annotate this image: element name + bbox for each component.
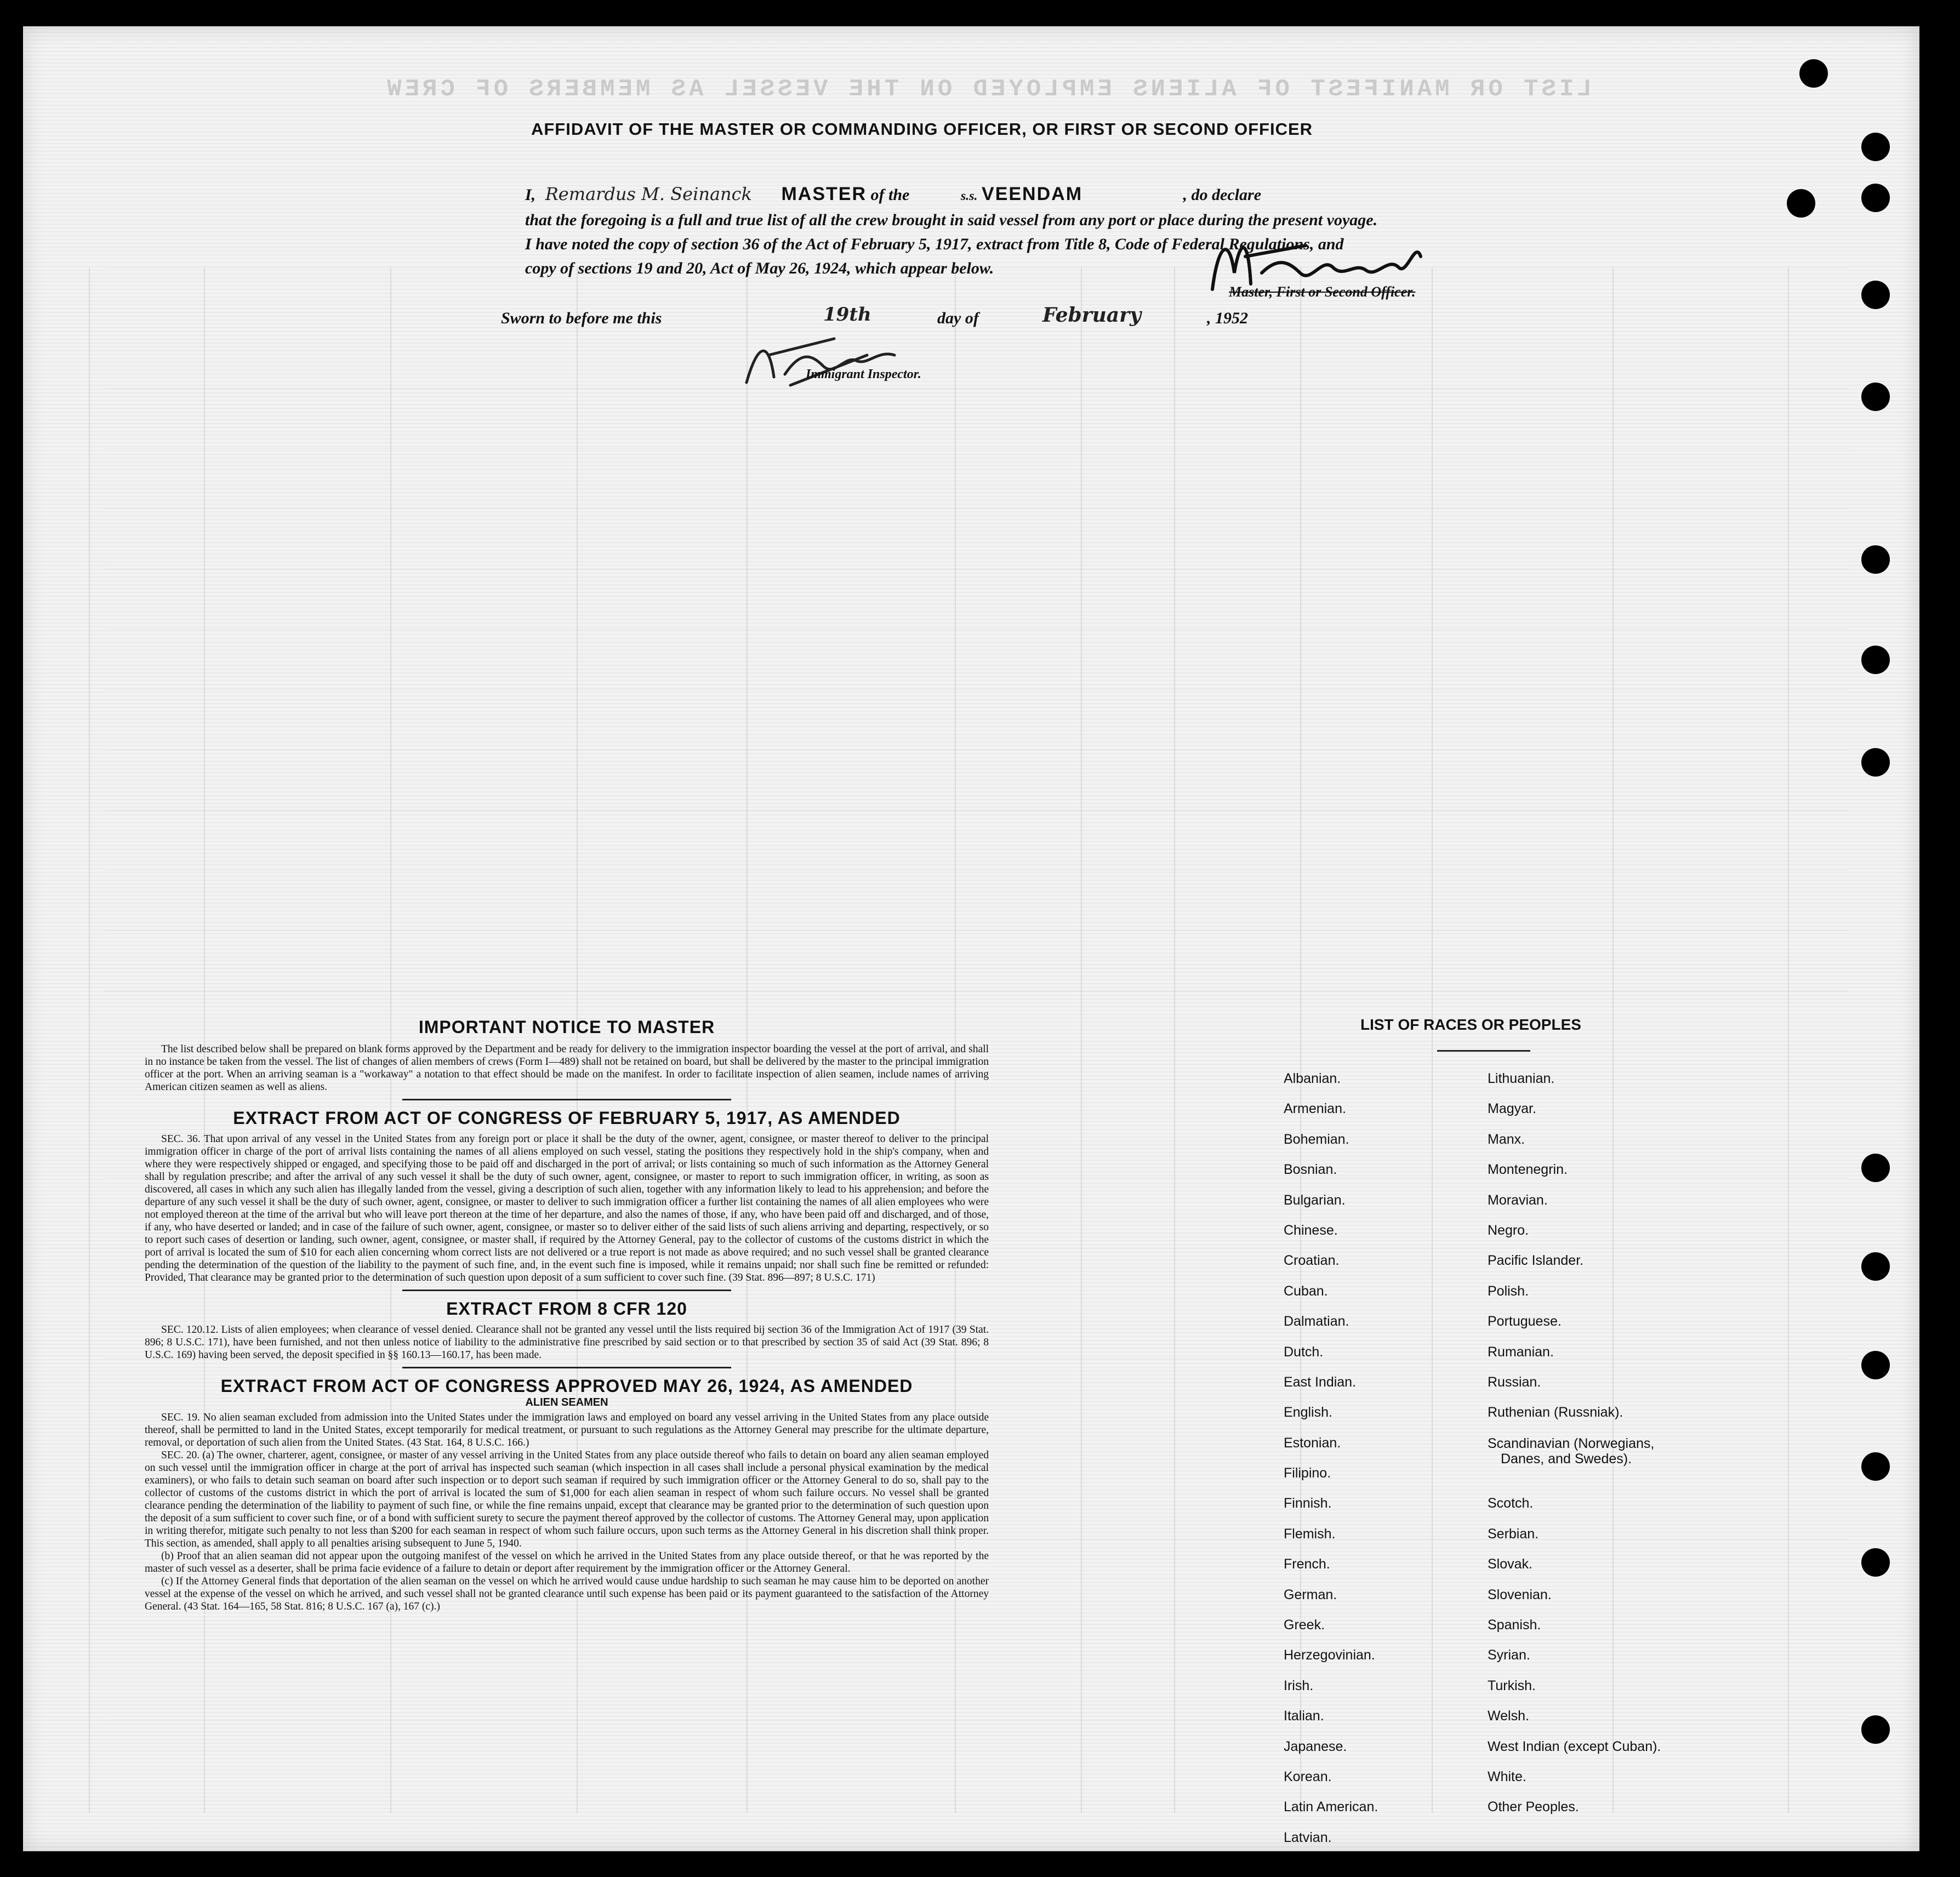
race-item: Lithuanian. bbox=[1488, 1071, 1555, 1086]
race-item: Cuban. bbox=[1284, 1283, 1328, 1299]
race-item: Greek. bbox=[1284, 1617, 1325, 1633]
race-item: Irish. bbox=[1284, 1678, 1314, 1693]
sec20b-text: (b) Proof that an alien seaman did not appear upon the outgoing manifest of the vessel on which he arrived in the United States from any place outside thereof, or that he was reported by the master of such vessel as a deserter, shall be prima facie evidence of a failure to detain or deport after requirement by the immigration officer or the Attorney General. bbox=[145, 1550, 989, 1574]
punch-hole bbox=[1861, 1715, 1890, 1744]
race-item: Latvian. bbox=[1284, 1829, 1332, 1845]
race-item: Welsh. bbox=[1488, 1708, 1529, 1724]
race-item: Dutch. bbox=[1284, 1344, 1324, 1360]
race-item-scandinavian bbox=[1488, 1428, 1661, 1489]
race-item: Polish. bbox=[1488, 1283, 1529, 1299]
race-item: Syrian. bbox=[1488, 1647, 1530, 1663]
column-line bbox=[1081, 267, 1082, 1813]
races-column-1 bbox=[1284, 1064, 1378, 1853]
sec19-text: SEC. 19. No alien seaman excluded from admission into the United States under the immigration laws and employed on board any vessel arriving in the United States from any place outside thereof, shall be permitted to land in the United States, except temporarily for medical treatment, or pursuant to such regulations as the Attorney General may prescribe for the ultimate departure, removal, or deportation of such alien from the United States. (43 Stat. 164, 8 U.S.C. 166.) bbox=[145, 1412, 989, 1448]
column-line bbox=[1432, 267, 1433, 1813]
master-caption: Master, First or Second Officer. bbox=[1229, 284, 1416, 300]
race-item: Italian. bbox=[1284, 1708, 1324, 1724]
affidavit-title: AFFIDAVIT OF THE MASTER OR COMMANDING OFFICER, OR FIRST OR SECOND OFFICER bbox=[531, 119, 1313, 139]
day-of-label: day of bbox=[937, 309, 979, 327]
race-item-line: Scandinavian (Norwegians, bbox=[1488, 1435, 1655, 1451]
race-item: Croatian. bbox=[1284, 1253, 1340, 1269]
punch-hole bbox=[1861, 383, 1890, 411]
race-item: Serbian. bbox=[1488, 1526, 1539, 1542]
column-line bbox=[89, 267, 90, 1813]
race-item: Montenegrin. bbox=[1488, 1162, 1568, 1178]
race-item: Spanish. bbox=[1488, 1617, 1541, 1633]
sec20a-text: SEC. 20. (a) The owner, charterer, agent, consignee, or master of any vessel arriving in the United States from any place outside thereof who fails to detain on board any alien seaman employed on such vessel until the immigration officer in charge at the port of arrival has inspected such seaman (which inspection in all cases shall include a personal physical examination by the medical examiners), or who fails to detain such seaman on board after such inspection or to deport such seaman if required by such immigration officer or the Attorney General to do so, shall pay to the collector of customs of the customs district in which the port of arrival is located the sum of $1,000 for each alien seaman in respect of whom such failure occurs. No vessel shall be granted clearance pending the determination of the liability to payment of such fine, or while the fine remains unpaid, except that clearance may be granted prior to the determination of such question upon the deposit of a sum sufficient to cover such fine, or of a bond with sufficient surety to secure the payment thereof approved by the collector of customs. The Attorney General may, upon application in writing therefor, mitigate such penalty to not less than $200 for each seaman in respect of whom such failure occurs, upon such terms as the Attorney General in his discretion shall think proper. This section, as amended, shall apply to all penalties arising subsequent to June 5, 1940. bbox=[145, 1450, 989, 1549]
races-column-2 bbox=[1488, 1064, 1661, 1823]
notice-text: The list described below shall be prepared on blank forms approved by the Department and be ready for delivery to the immigration inspector boarding the vessel at the port of arrival, and shall in no instance be taken from the vessel. The list of changes of alien members of crews (Form I—489) shall not be retained on board, but shall be delivered by the master to the principal immigration officer at the port. When an arriving seaman is a "workaway" a notation to that effect should be made on the manifest. In order to facilitate inspection of alien seamen, include names of arriving American citizen seamen as well as aliens. bbox=[145, 1043, 989, 1093]
race-item: Latin American. bbox=[1284, 1799, 1378, 1815]
inspector-signature bbox=[736, 322, 933, 393]
race-item-subline: Danes, and Swedes). bbox=[1501, 1451, 1632, 1467]
inspector-caption: Immigrant Inspector. bbox=[806, 367, 921, 381]
column-line bbox=[1788, 267, 1789, 1813]
row-line bbox=[105, 870, 1848, 871]
notice-title: IMPORTANT NOTICE TO MASTER bbox=[418, 1017, 715, 1037]
extract-1917-text: SEC. 36. That upon arrival of any vessel in the United States from any foreign port or place it shall be the duty of the owner, agent, consignee, or master thereof to deliver to the principal immigration officer in charge of the port of arrival lists containing the names of all aliens employed on such vessel, stating the positions they respectively hold in the ship's company, when and where they were respectively shipped or engaged, and specifying those to be paid off and discharged in the port of arrival; or lists containing so much of such information as the Attorney General shall by regulation prescribe; and after the arrival of any such vessel it shall be the duty of such owner, agent, consignee, or master to report to such immigration officer, in writing, as soon as discovered, all cases in which any such alien has illegally landed from the vessel, giving a description of such alien, together with any information likely to lead to his apprehension; and before the departure of any such vessel it shall be the duty of such owner, agent, consignee, or master to deliver to such immigration officer a further list containing the names of all alien employees who were not employed thereon at the time of the arrival but who will leave port thereon at the time of her departure, and also the names of those, if any, who have been paid off and discharged, and of those, if any, who have deserted or landed; and in case of the failure of such owner, agent, consignee, or master so to deliver either of the said lists of such aliens arriving and departing, respectively, or so to report such cases of desertion or landing, such owner, agent, consignee, or master shall, if required by the Attorney General, pay to the collector of customs of the customs district in which the port of arrival is located the sum of $10 for each alien concerning whom correct lists are not delivered or a true report is not made as above required; and no such vessel shall be granted clearance pending the determination of the question of the liability to the payment of such fine, and, in the event such fine is imposed, while it remains unpaid; nor shall such fine be remitted or refunded: Provided, That clearance may be granted prior to the determination of such question upon deposit of a sum sufficient to cover such fine. (39 Stat. 896—897; 8 U.S.C. 171) bbox=[145, 1133, 989, 1283]
i-label: I, bbox=[525, 186, 536, 204]
ghost-header: LIST OR MANIFEST OF ALIENS EMPLOYED ON THE VESSEL AS MEMBERS OF CREW bbox=[384, 76, 1592, 103]
sec20c-text: (c) If the Attorney General finds that deportation of the alien seaman on the vessel on which he arrived would cause undue hardship to such seaman he may cause him to be deported on another vessel at the expense of the vessel on which he arrived, and such vessel shall not be granted clearance until such expense has been paid or its payment guaranteed to the satisfaction of the Attorney General. (43 Stat. 164—165, 58 Stat. 816; 8 U.S.C. 167 (a), 167 (c).) bbox=[145, 1576, 989, 1612]
race-item: German. bbox=[1284, 1587, 1337, 1602]
of-the-label: of the bbox=[870, 186, 910, 204]
race-item: Rumanian. bbox=[1488, 1344, 1554, 1360]
race-item: Bohemian. bbox=[1284, 1131, 1349, 1147]
row-line bbox=[105, 629, 1848, 630]
month-value: February bbox=[1042, 304, 1142, 327]
race-item: Albanian. bbox=[1284, 1071, 1341, 1086]
punch-hole bbox=[1861, 545, 1890, 574]
race-item: Filipino. bbox=[1284, 1465, 1331, 1481]
punch-hole bbox=[1799, 59, 1828, 88]
race-item: English. bbox=[1284, 1405, 1332, 1420]
punch-hole bbox=[1861, 748, 1890, 777]
punch-hole bbox=[1787, 189, 1815, 218]
master-typed: MASTER bbox=[781, 184, 867, 204]
manifest-sheet bbox=[23, 26, 1919, 1851]
race-item: Slovenian. bbox=[1488, 1587, 1552, 1602]
extract-cfr-title: EXTRACT FROM 8 CFR 120 bbox=[446, 1299, 687, 1319]
race-item: Bulgarian. bbox=[1284, 1192, 1346, 1208]
races-title: LIST OF RACES OR PEOPLES bbox=[1360, 1016, 1581, 1033]
race-item: Japanese. bbox=[1284, 1738, 1347, 1754]
affidavit-line-3: I have noted the copy of section 36 of the Act of February 5, 1917, extract from Title 8, Code of Federal Regulations, and bbox=[525, 235, 1344, 253]
punch-hole bbox=[1861, 1452, 1890, 1481]
divider bbox=[402, 1099, 731, 1100]
divider bbox=[402, 1367, 731, 1368]
ss-label: s.s. bbox=[960, 189, 978, 203]
extract-1924-title: EXTRACT FROM ACT OF CONGRESS APPROVED MAY 26, 1924, AS AMENDED bbox=[220, 1376, 913, 1396]
race-item: Other Peoples. bbox=[1488, 1799, 1579, 1815]
race-item: Negro. bbox=[1488, 1222, 1529, 1238]
race-item: Bosnian. bbox=[1284, 1162, 1337, 1178]
race-item: Slovak. bbox=[1488, 1556, 1532, 1572]
year-value: , 1952 bbox=[1207, 309, 1248, 327]
row-line bbox=[105, 689, 1848, 690]
declare-label: , do declare bbox=[1183, 186, 1262, 204]
column-line bbox=[1174, 267, 1175, 1813]
punch-hole bbox=[1861, 1252, 1890, 1281]
extract-1924-subtitle: ALIEN SEAMEN bbox=[525, 1396, 608, 1408]
notice-section bbox=[145, 1017, 989, 1613]
vessel-name: VEENDAM bbox=[982, 184, 1083, 204]
race-item: Moravian. bbox=[1488, 1192, 1548, 1208]
race-item: Pacific Islander. bbox=[1488, 1253, 1584, 1269]
punch-hole bbox=[1861, 133, 1890, 161]
race-item: Portuguese. bbox=[1488, 1314, 1562, 1330]
race-item: Armenian. bbox=[1284, 1101, 1346, 1117]
sworn-label: Sworn to before me this bbox=[501, 309, 662, 327]
races-divider bbox=[1437, 1050, 1530, 1052]
row-line bbox=[105, 448, 1848, 449]
race-item: West Indian (except Cuban). bbox=[1488, 1738, 1661, 1754]
affidavit-line-1 bbox=[525, 182, 1501, 208]
punch-hole bbox=[1861, 281, 1890, 309]
race-item: Dalmatian. bbox=[1284, 1314, 1349, 1330]
divider bbox=[402, 1290, 731, 1291]
affidavit-line-4: copy of sections 19 and 20, Act of May 26, 1924, which appear below. bbox=[525, 259, 994, 277]
race-item: East Indian. bbox=[1284, 1374, 1357, 1390]
race-item: Korean. bbox=[1284, 1768, 1332, 1784]
extract-1917-title: EXTRACT FROM ACT OF CONGRESS OF FEBRUARY 5, 1917, AS AMENDED bbox=[233, 1108, 901, 1128]
punch-hole bbox=[1861, 1351, 1890, 1379]
race-item: French. bbox=[1284, 1556, 1330, 1572]
master-name-handwritten: Remardus M. Seinanck bbox=[545, 184, 752, 204]
race-item: Finnish. bbox=[1284, 1496, 1332, 1511]
race-item: Manx. bbox=[1488, 1131, 1525, 1147]
punch-hole bbox=[1861, 646, 1890, 674]
punch-hole bbox=[1861, 1154, 1890, 1182]
punch-hole bbox=[1861, 1548, 1890, 1577]
punch-hole bbox=[1861, 184, 1890, 212]
race-item: Chinese. bbox=[1284, 1222, 1338, 1238]
affidavit-line-2: that the foregoing is a full and true list of all the crew brought in said vessel from any port or place during the present voyage. bbox=[525, 211, 1378, 229]
race-item: Turkish. bbox=[1488, 1678, 1536, 1693]
race-item: Estonian. bbox=[1284, 1435, 1341, 1451]
race-item: Flemish. bbox=[1284, 1526, 1336, 1542]
extract-cfr-text: SEC. 120.12. Lists of alien employees; when clearance of vessel denied. Clearance shall not be granted any vessel until the lists required bij section 36 of the Immigration Act of 1917 (39 Stat. 896; 8 U.S.C. 171), have been furnished, and not then unless notice of liability to the administrative fine prescribed by said section or to that prescribed by section 35 of said Act (39 Stat. 896; 8 U.S.C. 169) having been served, the deposit specified in §§ 160.13—160.17, has been made. bbox=[145, 1324, 989, 1361]
race-item: White. bbox=[1488, 1769, 1526, 1784]
row-line bbox=[105, 810, 1848, 811]
race-item: Ruthenian (Russniak). bbox=[1488, 1405, 1623, 1420]
race-item: Russian. bbox=[1488, 1374, 1541, 1390]
race-item: Herzegovinian. bbox=[1284, 1647, 1375, 1663]
row-line bbox=[105, 388, 1848, 389]
day-value: 19th bbox=[823, 304, 871, 326]
race-item: Magyar. bbox=[1488, 1101, 1536, 1117]
race-item: Scotch. bbox=[1488, 1496, 1534, 1511]
